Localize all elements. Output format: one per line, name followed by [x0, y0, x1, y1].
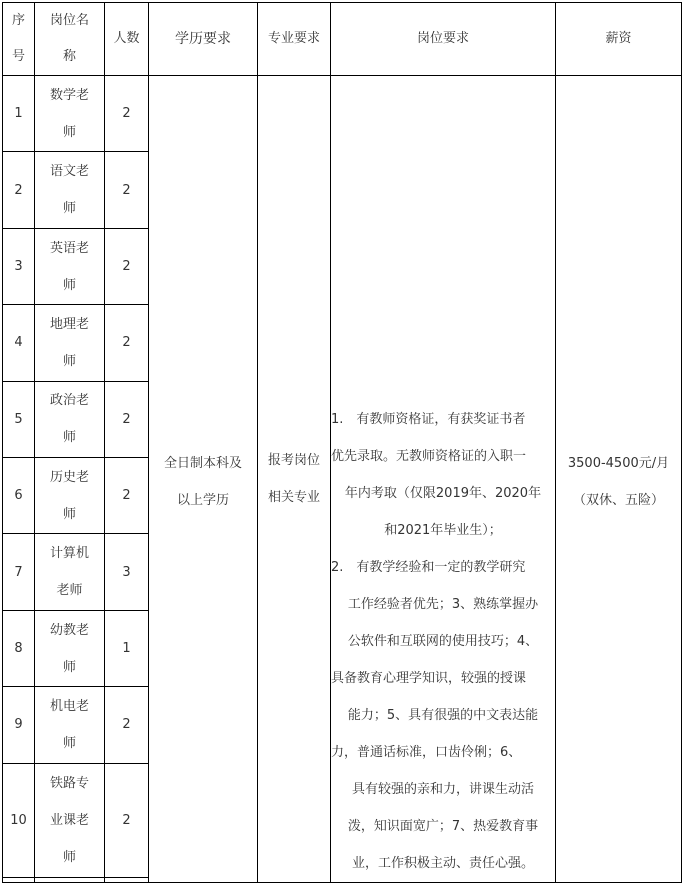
row-count: 2: [105, 228, 149, 304]
header-index: [3, 3, 35, 76]
salary-line: （双休、五险）: [572, 493, 664, 508]
position-line: 师: [62, 659, 76, 675]
requirement-line: 具有较强的亲和力，讲课生动活: [351, 782, 534, 797]
row-position: [35, 228, 105, 304]
row-index: 3: [3, 228, 35, 304]
position-requirements: [331, 76, 556, 883]
header-education: 学历要求: [149, 3, 258, 76]
salary: [556, 76, 682, 883]
row-index: 9: [3, 687, 35, 763]
position-line: 业课老: [49, 812, 89, 828]
header-row: [3, 3, 682, 76]
requirement-line: 和2021年毕业生）；: [384, 523, 502, 538]
requirements-text: [331, 76, 555, 882]
position-line: 师: [62, 430, 76, 446]
position-line: 师: [62, 849, 76, 865]
header-index-line: 号: [11, 49, 25, 64]
row-index: 7: [3, 534, 35, 610]
header-position-line: 岗位名: [49, 13, 89, 28]
position-line: 英语老: [49, 240, 89, 256]
position-line: 计算机: [49, 546, 89, 562]
position-line: 数学老: [49, 87, 89, 103]
row-position: [35, 458, 105, 534]
row-position: [35, 305, 105, 381]
row-position: [35, 381, 105, 457]
education-requirement: [149, 76, 258, 883]
requirement-line: 力，普通话标准，口齿伶俐；6、: [331, 745, 522, 760]
row-count: 1: [105, 610, 149, 686]
position-line: 师: [62, 124, 76, 140]
row-count: 2: [105, 687, 149, 763]
position-line: 老师: [56, 583, 83, 599]
row-index: 10: [3, 763, 35, 877]
education-line: 以上学历: [176, 493, 229, 508]
requirement-line: 年内考取（仅限2019年、2020年: [344, 486, 542, 501]
requirement-line: 业，工作积极主动、责任心强。: [351, 856, 534, 871]
requirement-line: 能力；5、具有很强的中文表达能: [347, 708, 539, 723]
row-position: [35, 152, 105, 228]
major-requirement: [258, 76, 331, 883]
requirement-line: 2. 有教学经验和一定的教学研究: [331, 560, 526, 575]
row-count: 3: [105, 534, 149, 610]
salary-line: 3500-4500元/月: [567, 456, 670, 471]
position-line: 师: [62, 506, 76, 522]
position-line: 幼教老: [49, 622, 89, 638]
requirement-line: 具备教育心理学知识，较强的授课: [331, 671, 527, 686]
row-index: 4: [3, 305, 35, 381]
row-count: 2: [105, 381, 149, 457]
row-count: 2: [105, 763, 149, 877]
row-count: 2: [105, 458, 149, 534]
row-index: 8: [3, 610, 35, 686]
major-line: 相关专业: [267, 490, 320, 505]
header-position: [35, 3, 105, 76]
position-line: 语文老: [49, 164, 89, 180]
position-line: 师: [62, 201, 76, 217]
header-position-line: 称: [62, 49, 76, 64]
row-count: 2: [105, 76, 149, 152]
row-count: 2: [105, 152, 149, 228]
header-major: 专业要求: [258, 3, 331, 76]
requirement-line: 优先录取。无教师资格证的入职一: [331, 449, 527, 464]
major-line: 报考岗位: [267, 453, 320, 468]
header-salary: 薪资: [556, 3, 682, 76]
position-line: 师: [62, 735, 76, 751]
row-position: [35, 610, 105, 686]
row-count: 2: [105, 305, 149, 381]
partial-cell: [35, 877, 105, 882]
recruitment-table: [2, 2, 682, 883]
header-requirements: 岗位要求: [331, 3, 556, 76]
position-line: 师: [62, 277, 76, 293]
position-line: 铁路专: [49, 775, 89, 791]
education-line: 全日制本科及: [163, 456, 242, 471]
partial-cell: [105, 877, 149, 882]
header-count: 人数: [105, 3, 149, 76]
table-row: [3, 76, 682, 152]
row-index: 2: [3, 152, 35, 228]
row-position: [35, 763, 105, 877]
requirement-line: 泼，知识面宽广；7、热爱教育事: [347, 819, 539, 834]
position-line: 地理老: [49, 316, 89, 332]
position-line: 师: [62, 353, 76, 369]
header-index-line: 序: [11, 13, 25, 28]
row-index: 6: [3, 458, 35, 534]
requirement-line: 工作经验者优先；3、熟练掌握办: [347, 597, 539, 612]
requirement-line: 公软件和互联网的使用技巧；4、: [347, 634, 539, 649]
row-position: [35, 687, 105, 763]
row-position: [35, 534, 105, 610]
position-line: 机电老: [49, 698, 89, 714]
row-index: 5: [3, 381, 35, 457]
row-index: 1: [3, 76, 35, 152]
position-line: 政治老: [49, 393, 89, 409]
position-line: 历史老: [49, 469, 89, 485]
requirement-line: 1. 有教师资格证，有获奖证书者: [331, 412, 526, 427]
row-position: [35, 76, 105, 152]
partial-cell: [3, 877, 35, 882]
